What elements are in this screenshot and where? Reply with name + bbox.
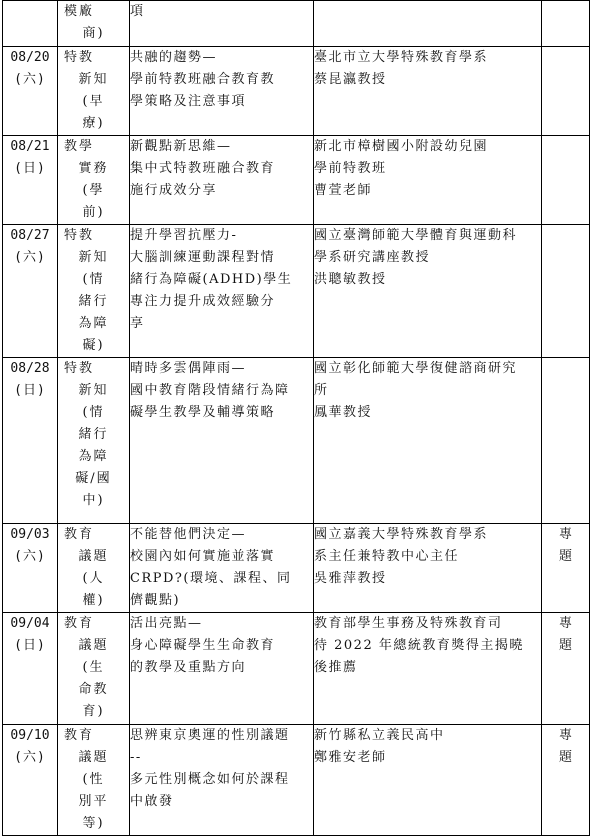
category-line: 教育	[64, 728, 95, 743]
category-line: 議題	[78, 638, 109, 653]
topic-line: 學前特教班融合教育教	[130, 72, 276, 87]
category-cell	[58, 136, 130, 225]
date-text: 08/20	[10, 50, 50, 65]
note-line: 題	[558, 638, 572, 653]
category-line: 模廠	[64, 4, 95, 19]
topic-cell	[130, 47, 314, 136]
topic-cell	[130, 1, 314, 47]
date-cell	[3, 613, 58, 725]
topic-line: 校園內如何實施並落實	[130, 549, 276, 564]
speaker-cell	[314, 225, 542, 358]
speaker-line: 洪聰敏教授	[314, 272, 387, 287]
category-line: 新知	[78, 383, 109, 398]
topic-line: 儕觀點)	[130, 593, 181, 608]
speaker-cell	[314, 1, 542, 47]
topic-line: 的教學及重點方向	[130, 660, 247, 675]
category-cell	[58, 524, 130, 613]
topic-cell	[130, 725, 314, 836]
table-row	[3, 136, 590, 225]
date-text: 09/03	[10, 527, 50, 542]
category-cell	[58, 613, 130, 725]
weekday-text: (六)	[14, 250, 46, 265]
topic-line: 共融的趨勢—	[130, 50, 218, 65]
weekday-text: (六)	[14, 549, 46, 564]
speaker-line: 新竹縣私立義民高中	[314, 728, 445, 743]
speaker-line: 教育部學生事務及特殊教育司	[314, 616, 503, 631]
weekday-text: (日)	[14, 638, 46, 653]
topic-line: --	[130, 750, 142, 765]
date-cell	[3, 47, 58, 136]
speaker-line: 學系研究講座教授	[314, 250, 431, 265]
weekday-text: (六)	[14, 72, 46, 87]
topic-cell	[130, 524, 314, 613]
table-row	[3, 225, 590, 358]
speaker-line: 鳳華教授	[314, 405, 373, 420]
category-line: 緒行	[78, 427, 109, 442]
date-text: 08/28	[10, 361, 50, 376]
category-line: 前)	[82, 205, 105, 220]
date-cell	[3, 136, 58, 225]
note-cell	[542, 47, 590, 136]
date-cell	[3, 725, 58, 836]
speaker-cell	[314, 613, 542, 725]
note-cell	[542, 524, 590, 613]
category-cell	[58, 725, 130, 836]
category-line: 權)	[82, 593, 105, 608]
speaker-line: 國立彰化師範大學復健諮商研究	[314, 361, 518, 376]
table-row	[3, 524, 590, 613]
table-row	[3, 725, 590, 836]
note-cell	[542, 225, 590, 358]
speaker-line: 系主任兼特教中心主任	[314, 549, 460, 564]
date-text: 09/10	[10, 728, 50, 743]
speaker-cell	[314, 524, 542, 613]
date-text: 09/04	[10, 616, 50, 631]
date-cell	[3, 1, 58, 47]
category-cell	[58, 47, 130, 136]
speaker-cell	[314, 136, 542, 225]
topic-cell	[130, 358, 314, 524]
note-line: 專	[558, 616, 572, 631]
date-cell	[3, 524, 58, 613]
category-line: 礙)	[82, 338, 105, 353]
category-line: (早	[82, 94, 105, 109]
category-line: (性	[82, 772, 105, 787]
note-cell	[542, 136, 590, 225]
topic-line: 新觀點新思維—	[130, 139, 232, 154]
date-cell	[3, 225, 58, 358]
speaker-line: 鄭雅安老師	[314, 750, 387, 765]
topic-line: 活出亮點—	[130, 616, 203, 631]
category-line: 議題	[78, 549, 109, 564]
date-cell	[3, 358, 58, 524]
topic-line: 專注力提升成效經驗分	[130, 294, 276, 309]
topic-line: 國中教育階段情緒行為障	[130, 383, 290, 398]
topic-line: 晴時多雲偶陣雨—	[130, 361, 247, 376]
topic-line: 大腦訓練運動課程對情	[130, 250, 276, 265]
category-line: 等)	[82, 816, 105, 831]
topic-cell	[130, 613, 314, 725]
category-line: 特教	[64, 228, 95, 243]
category-line: 商)	[82, 26, 105, 41]
speaker-cell	[314, 725, 542, 836]
topic-line: 提升學習抗壓力-	[130, 228, 238, 243]
speaker-line: 學前特教班	[314, 161, 387, 176]
topic-line: 不能替他們決定—	[130, 527, 247, 542]
speaker-line: 臺北市立大學特殊教育學系	[314, 50, 489, 65]
table-row	[3, 1, 590, 47]
topic-line: 中啟發	[130, 794, 174, 809]
table-row	[3, 613, 590, 725]
category-line: 新知	[78, 250, 109, 265]
schedule-table	[2, 0, 590, 836]
note-line: 專	[558, 728, 572, 743]
topic-line: 思辨東京奧運的性別議題	[130, 728, 290, 743]
category-line: 特教	[64, 50, 95, 65]
speaker-line: 後推薦	[314, 660, 358, 675]
category-line: 議題	[78, 750, 109, 765]
topic-line: 學策略及注意事項	[130, 94, 247, 109]
category-line: (情	[82, 405, 105, 420]
category-line: 新知	[78, 72, 109, 87]
category-line: 別平	[78, 794, 109, 809]
category-line: 教育	[64, 527, 95, 542]
topic-line: 身心障礙學生生命教育	[130, 638, 276, 653]
schedule-body	[3, 1, 590, 836]
category-line: 療)	[82, 116, 105, 131]
date-text: 08/27	[10, 228, 50, 243]
category-line: 教學	[64, 139, 95, 154]
category-line: 命教	[78, 682, 109, 697]
speaker-line: 吳雅萍教授	[314, 571, 387, 586]
weekday-text: (日)	[14, 383, 46, 398]
topic-line: 享	[130, 316, 145, 331]
speaker-cell	[314, 358, 542, 524]
speaker-line: 蔡昆瀛教授	[314, 72, 387, 87]
topic-line: 項	[130, 4, 145, 19]
category-line: 育)	[82, 704, 105, 719]
note-cell	[542, 1, 590, 47]
category-line: 特教	[64, 361, 95, 376]
category-line: 實務	[78, 161, 109, 176]
category-cell	[58, 358, 130, 524]
weekday-text: (六)	[14, 750, 46, 765]
speaker-line: 待 2022 年總統教育獎得主揭曉	[314, 638, 524, 653]
topic-line: 緒行為障礙(ADHD)學生	[130, 272, 293, 287]
topic-cell	[130, 225, 314, 358]
category-line: 中)	[82, 493, 105, 508]
speaker-line: 國立嘉義大學特殊教育學系	[314, 527, 489, 542]
speaker-line: 所	[314, 383, 329, 398]
date-text: 08/21	[10, 139, 50, 154]
note-line: 專	[558, 527, 572, 542]
table-row	[3, 358, 590, 524]
category-cell	[58, 1, 130, 47]
category-line: 緒行	[78, 294, 109, 309]
note-line: 題	[558, 549, 572, 564]
category-line: 為障	[78, 316, 109, 331]
topic-line: 多元性別概念如何於課程	[130, 772, 290, 787]
category-line: (人	[82, 571, 105, 586]
note-line: 題	[558, 750, 572, 765]
topic-cell	[130, 136, 314, 225]
note-cell	[542, 613, 590, 725]
note-cell	[542, 358, 590, 524]
category-line: (情	[82, 272, 105, 287]
category-line: 教育	[64, 616, 95, 631]
table-row	[3, 47, 590, 136]
speaker-line: 國立臺灣師範大學體育與運動科	[314, 228, 518, 243]
category-line: (學	[82, 183, 105, 198]
category-line: 礙/國	[75, 471, 112, 486]
category-line: 為障	[78, 449, 109, 464]
topic-line: CRPD?(環境、課程、同	[130, 571, 292, 586]
weekday-text: (日)	[14, 161, 46, 176]
speaker-line: 曹萱老師	[314, 183, 373, 198]
topic-line: 礙學生教學及輔導策略	[130, 405, 276, 420]
category-line: (生	[82, 660, 105, 675]
speaker-cell	[314, 47, 542, 136]
topic-line: 施行成效分享	[130, 183, 218, 198]
category-cell	[58, 225, 130, 358]
topic-line: 集中式特教班融合教育	[130, 161, 276, 176]
speaker-line: 新北市樟樹國小附設幼兒園	[314, 139, 489, 154]
note-cell	[542, 725, 590, 836]
